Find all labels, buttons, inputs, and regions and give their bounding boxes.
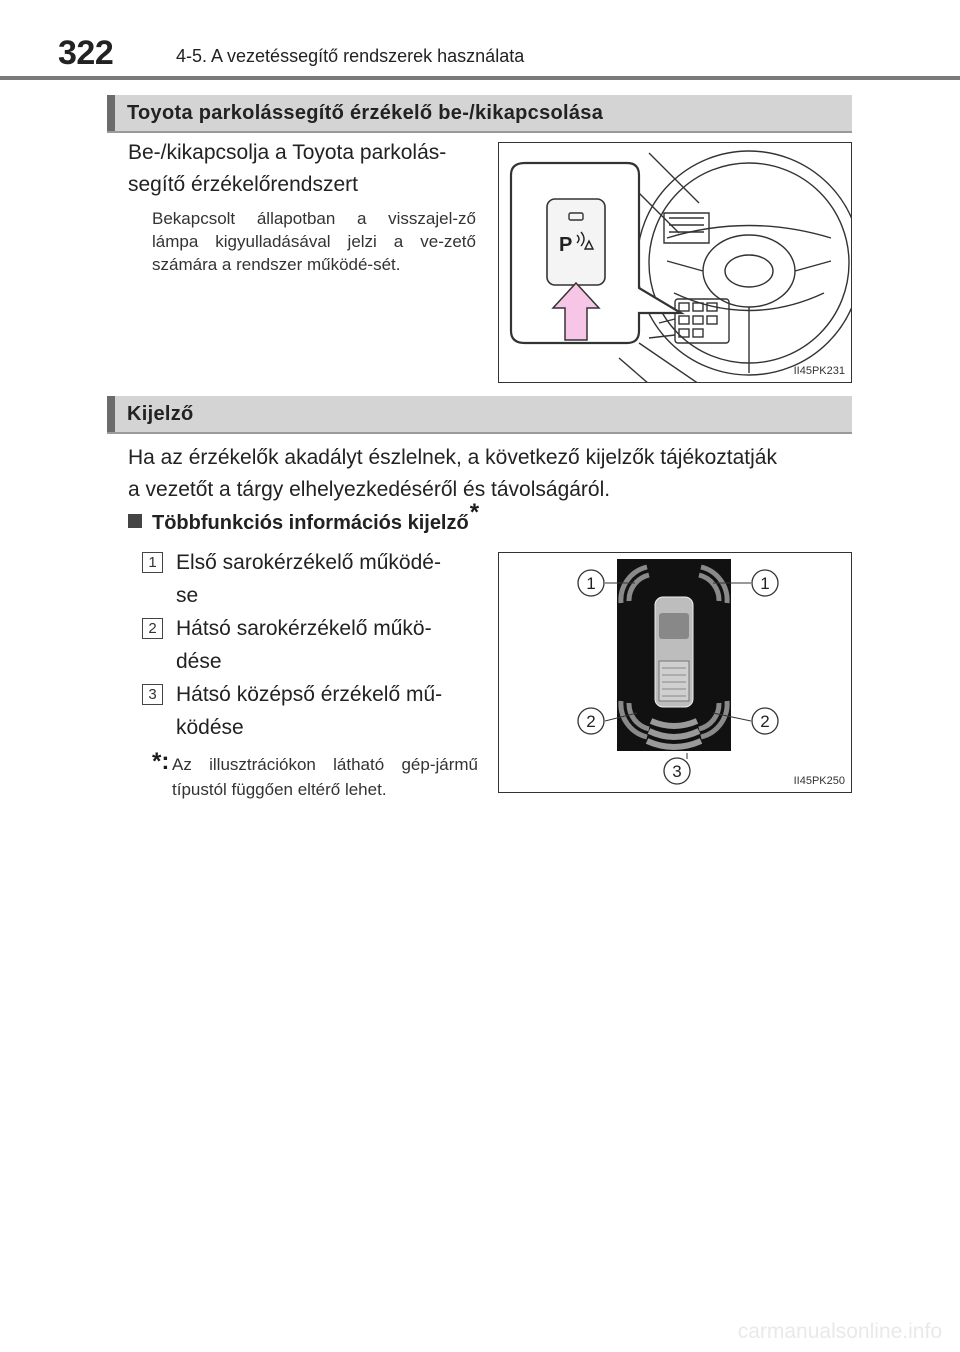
main-instruction-line2: segítő érzékelőrendszert	[128, 173, 358, 196]
list-item	[142, 678, 482, 744]
section-accent	[107, 95, 115, 131]
button-label: P	[559, 234, 573, 256]
item-text-line1: Hátsó középső érzékelő mű-	[176, 683, 443, 706]
footnote	[152, 748, 478, 802]
callout-label: 2	[760, 712, 770, 731]
section1-text	[128, 137, 478, 201]
item-text-line2: ködése	[176, 716, 244, 739]
watermark: carmanualsonline.info	[737, 1320, 942, 1343]
dashboard-illustration	[499, 143, 852, 383]
section-title: Kijelző	[127, 403, 194, 425]
list-item	[142, 546, 482, 612]
sensor-display-illustration	[499, 553, 852, 793]
footnote-text: Az illusztrációkon látható gép-jármű típustól függően eltérő lehet.	[172, 755, 478, 799]
item-text-line1: Első sarokérzékelő működé-	[176, 551, 441, 574]
item-text-line2: se	[176, 584, 199, 607]
item-number: 2	[142, 618, 163, 639]
main-instruction-line1: Be-/kikapcsolja a Toyota parkolás-	[128, 141, 447, 164]
chapter-title: 4-5. A vezetéssegítő rendszerek használata	[176, 46, 525, 66]
section1-note-wrap	[152, 207, 476, 276]
header-divider	[0, 76, 960, 80]
subheading-row	[128, 499, 480, 536]
display-intro-line1: Ha az érzékelők akadályt észlelnek, a következő kijelzők tájékoztatják	[128, 446, 777, 469]
figure-code: II45PK250	[793, 775, 845, 787]
subheading-text: Többfunkciós információs kijelző	[152, 512, 469, 534]
indicator-note: Bekapcsolt állapotban a visszajel-ző lámpa kigyulladásával jelzi a ve-zető számára a rendszer működé-sét.	[152, 209, 476, 274]
sensor-display-figure	[498, 552, 852, 793]
item-number: 1	[142, 552, 163, 573]
page-number: 322	[58, 34, 114, 72]
section-accent	[107, 396, 115, 432]
dashboard-figure	[498, 142, 852, 383]
figure-code: II45PK231	[793, 365, 845, 377]
footnote-mark: *:	[152, 748, 170, 775]
callout-label: 1	[586, 574, 596, 593]
subheading-footnote-mark: *	[469, 499, 480, 526]
item-text-line2: dése	[176, 650, 222, 673]
section-heading-display	[107, 396, 852, 434]
list-item	[142, 612, 482, 678]
callout-label: 2	[586, 712, 596, 731]
section-title: Toyota parkolássegítő érzékelő be-/kikapcsolása	[127, 102, 604, 124]
display-intro	[128, 442, 858, 506]
item-number: 3	[142, 684, 163, 705]
callout-label: 1	[760, 574, 770, 593]
bullet-square-icon	[128, 514, 142, 528]
callout-label: 3	[672, 762, 682, 781]
section-heading-parking-sensor	[107, 95, 852, 133]
display-intro-line2: a vezetőt a tárgy elhelyezkedéséről és távolságáról.	[128, 478, 611, 501]
item-text-line1: Hátsó sarokérzékelő műkö-	[176, 617, 432, 640]
